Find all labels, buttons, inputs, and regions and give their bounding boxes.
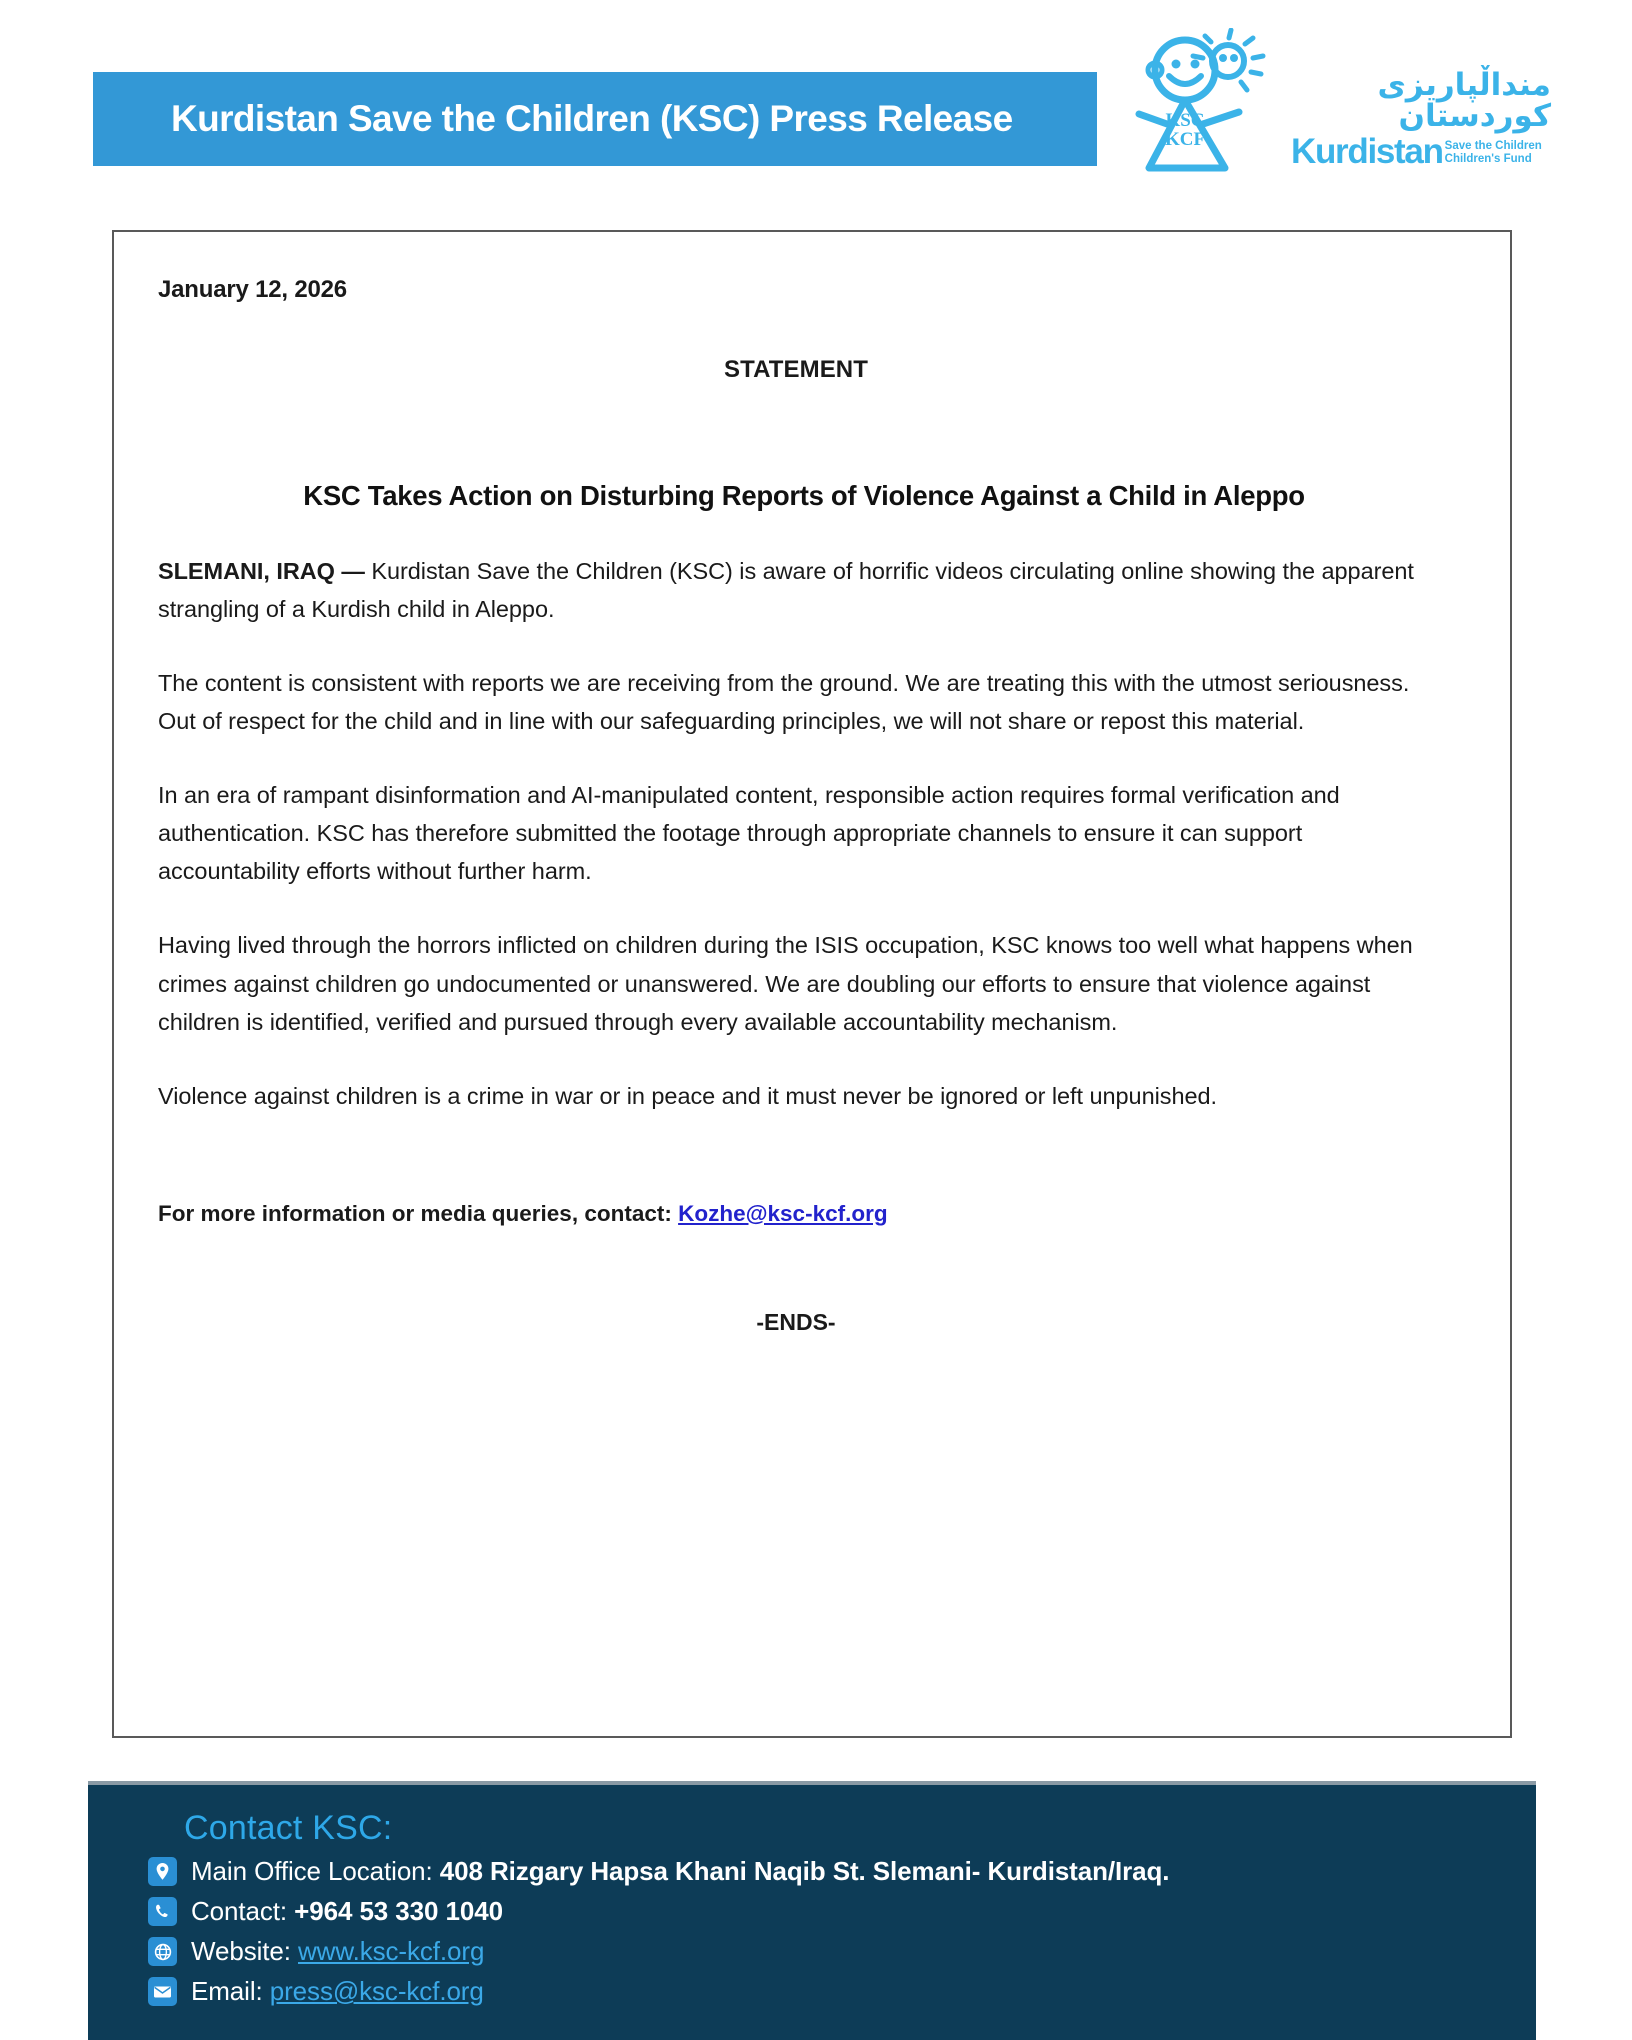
footer-line-website [148,1936,1536,1967]
svg-text:KSC: KSC [1165,110,1205,131]
ksc-logo [1133,28,1553,178]
footer-address-value: 408 Rizgary Hapsa Khani Naqib St. Slemani- Kurdistan/Iraq. [439,1856,1170,1886]
footer-website-link[interactable]: www.ksc-kcf.org [298,1936,485,1966]
footer-line-address [148,1856,1536,1887]
release-date: January 12, 2026 [158,276,347,303]
media-contact-line [158,1201,1450,1227]
envelope-icon [148,1977,177,2006]
globe-icon [148,1937,177,1966]
footer-website-text [191,1936,484,1967]
footer-phone-value: +964 53 330 1040 [294,1896,503,1926]
page-header [0,0,1632,200]
ksc-logo-mark-icon [1133,28,1293,178]
paragraph-1-text: Kurdistan Save the Children (KSC) is aware of horrific videos circulating online showing the apparent strangling of a Kurdish child in Aleppo. [158,558,1414,623]
location-pin-icon [148,1857,177,1886]
footer-address-label: Main Office Location: [191,1856,440,1886]
logo-subtitle-line1: Save the Children [1444,139,1542,152]
logo-kurdish-script: منداڵپاریزی کوردستان [1377,67,1551,134]
footer-email-text [191,1976,484,2007]
paragraph-5: Violence against children is a crime in war or in peace and it must never be ignored or left unpunished. [158,1082,1218,1109]
paragraph-4: Having lived through the horrors inflicted on children during the ISIS occupation, KSC knows too well what happens when crimes against children go undocumented or unanswered. We are doubling our efforts to ensure that violence against children is identified, verified and pursued through every available accountability mechanism. [158,932,1413,1035]
footer-line-phone [148,1896,1536,1927]
ksc-logo-text [1291,67,1551,171]
media-contact-email-link[interactable]: Kozhe@ksc-kcf.org [678,1200,888,1226]
header-banner [93,72,1097,166]
dateline: SLEMANI, IRAQ — [158,558,372,584]
contact-footer [88,1781,1536,2040]
footer-title: Contact KSC: [184,1809,393,1847]
svg-text:KCF: KCF [1164,129,1206,150]
phone-icon [148,1897,177,1926]
footer-phone-label: Contact: [191,1896,295,1926]
media-contact-label: For more information or media queries, contact: [158,1200,679,1226]
statement-label: STATEMENT [724,356,868,383]
footer-address-text [191,1856,1169,1887]
footer-line-email [148,1976,1536,2007]
paragraph-3: In an era of rampant disinformation and AI-manipulated content, responsible action requires formal verification and authentication. KSC has therefore submitted the footage through appropriate channels to ensure it can support accountability efforts without further harm. [158,782,1340,885]
footer-email-link[interactable]: press@ksc-kcf.org [269,1976,484,2006]
press-release-body [112,230,1512,1738]
page-title: KSC Takes Action on Disturbing Reports of Violence Against a Child in Aleppo [303,480,1305,511]
logo-subtitle [1443,140,1542,168]
logo-latin-name: Kurdistan [1291,132,1443,171]
paragraph-2: The content is consistent with reports we are receiving from the ground. We are treating this with the utmost seriousness. Out of respect for the child and in line with our safeguarding principles, we will not share or repost this material. [158,670,1410,735]
footer-phone-text [191,1896,503,1927]
logo-subtitle-line2: Children's Fund [1444,152,1532,165]
ends-marker: -ENDS- [756,1308,836,1335]
footer-email-label: Email: [191,1976,270,2006]
header-banner-title: Kurdistan Save the Children (KSC) Press Release [171,98,1013,139]
footer-website-label: Website: [191,1936,298,1966]
paragraph-1 [158,552,1450,628]
